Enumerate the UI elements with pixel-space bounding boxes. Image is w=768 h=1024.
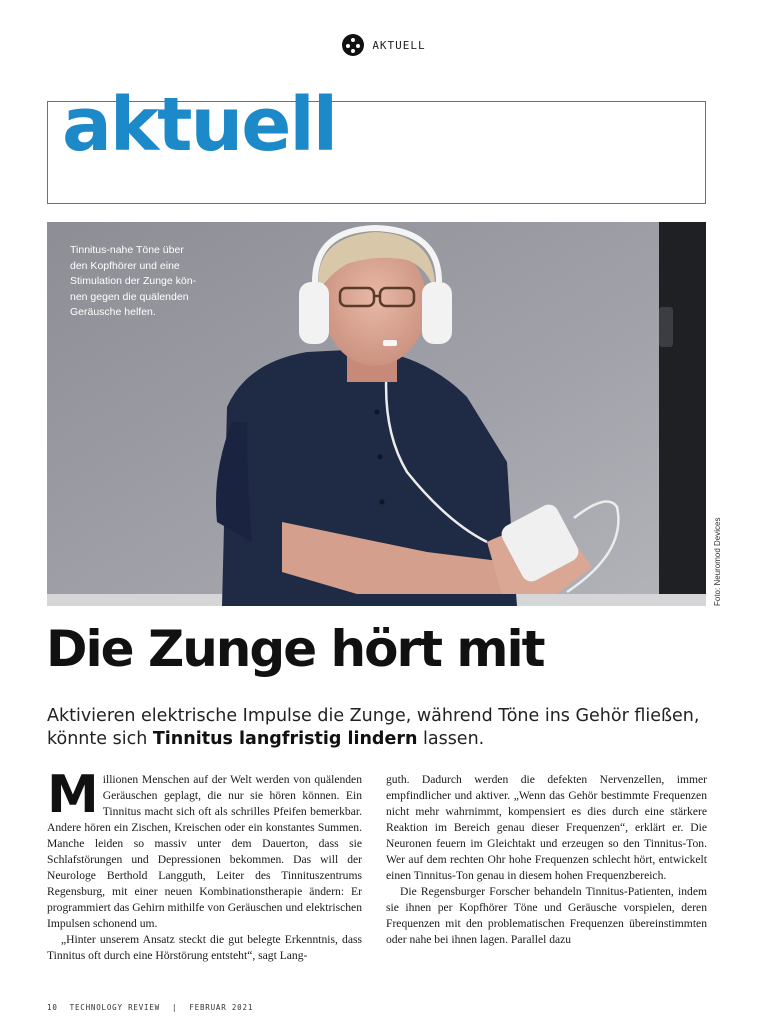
section-dots-icon	[342, 34, 364, 56]
article-deck	[47, 705, 717, 751]
body-paragraph-text: illionen Menschen auf der Welt werden von quälenden Geräuschen geplagt, die nur sie hören können. Ein Tinnitus macht sich oft als schrilles Pfeifen bemerkbar. Andere hören ein Zischen, Kreischen oder ein konstantes Summen. Manche leiden so massiv unter dem Dauerton, dass sie Schlafstörungen und Depressionen bekommen. Das will der Neurologe Berthold Langguth, Leiter des Tinnituszentrums Regensburg, mit einer neuen Kombinationstherapie ändern: Er programmiert das Gehirn mithilfe von Geräuschen und elektrischen Impulsen schonend um.	[47, 773, 362, 930]
publication-name: TECHNOLOGY REVIEW	[69, 1003, 161, 1012]
body-paragraph: guth. Dadurch werden die defekten Nervenzellen, immer empfindlicher und aktiver. „Wenn das Gehör bestimmte Frequenzen nicht mehr wahrnimmt, kompensiert es dies durch eine stärkere Reaktion im Bereich genau dieser Frequenzen“, erklärt er. Die Neuronen feuern im Gleichtakt und erzeugen so den Tinnitus-Ton. Wer auf dem rechten Ohr hohe Frequenzen schlecht hört, entwickelt einen Tinnitus-Ton genau in diesem hohen Frequenzbereich.	[386, 773, 707, 882]
deck-emphasis: Tinnitus langfristig lindern	[152, 729, 418, 749]
section-tag	[0, 34, 768, 56]
photo-caption: Tinnitus-nahe Töne über den Kopfhörer und eine Stimulation der Zunge kön-nen gegen die quälenden Geräusche helfen.	[70, 244, 197, 318]
issue-date: FEBRUAR 2021	[189, 1003, 254, 1012]
section-title: aktuell	[62, 82, 337, 168]
deck-text: Aktivieren elektrische Impulse die Zunge, während Töne ins Gehör fließen, könnte sich	[47, 706, 700, 749]
body-column-left	[47, 765, 362, 964]
page-number: 10	[47, 1003, 58, 1012]
body-paragraph: Die Regensburger Forscher behandeln Tinnitus-Patienten, indem sie ihnen per Kopfhörer Töne und Geräusche vorspielen, deren Frequenzen mit den problematischen Frequenzen übereinstimmten oder nahe bei ihnen lagen. Parallel dazu	[386, 885, 707, 946]
footer-separator: |	[172, 1003, 178, 1012]
body-paragraph	[47, 765, 362, 932]
article-headline: Die Zunge hört mit	[46, 620, 544, 678]
page-footer	[47, 1003, 253, 1012]
section-label: AKTUELL	[372, 38, 426, 52]
body-column-right	[386, 772, 707, 948]
drop-cap: M	[47, 765, 99, 825]
section-title-box	[47, 82, 706, 204]
deck-text-end: lassen.	[417, 729, 485, 749]
photo-credit: Foto: Neuromod Devices	[713, 517, 722, 606]
body-paragraph: „Hinter unserem Ansatz steckt die gut belegte Erkenntnis, dass Tinnitus oft durch eine Hörstörung entsteht“, sagt Lang-	[47, 933, 362, 962]
